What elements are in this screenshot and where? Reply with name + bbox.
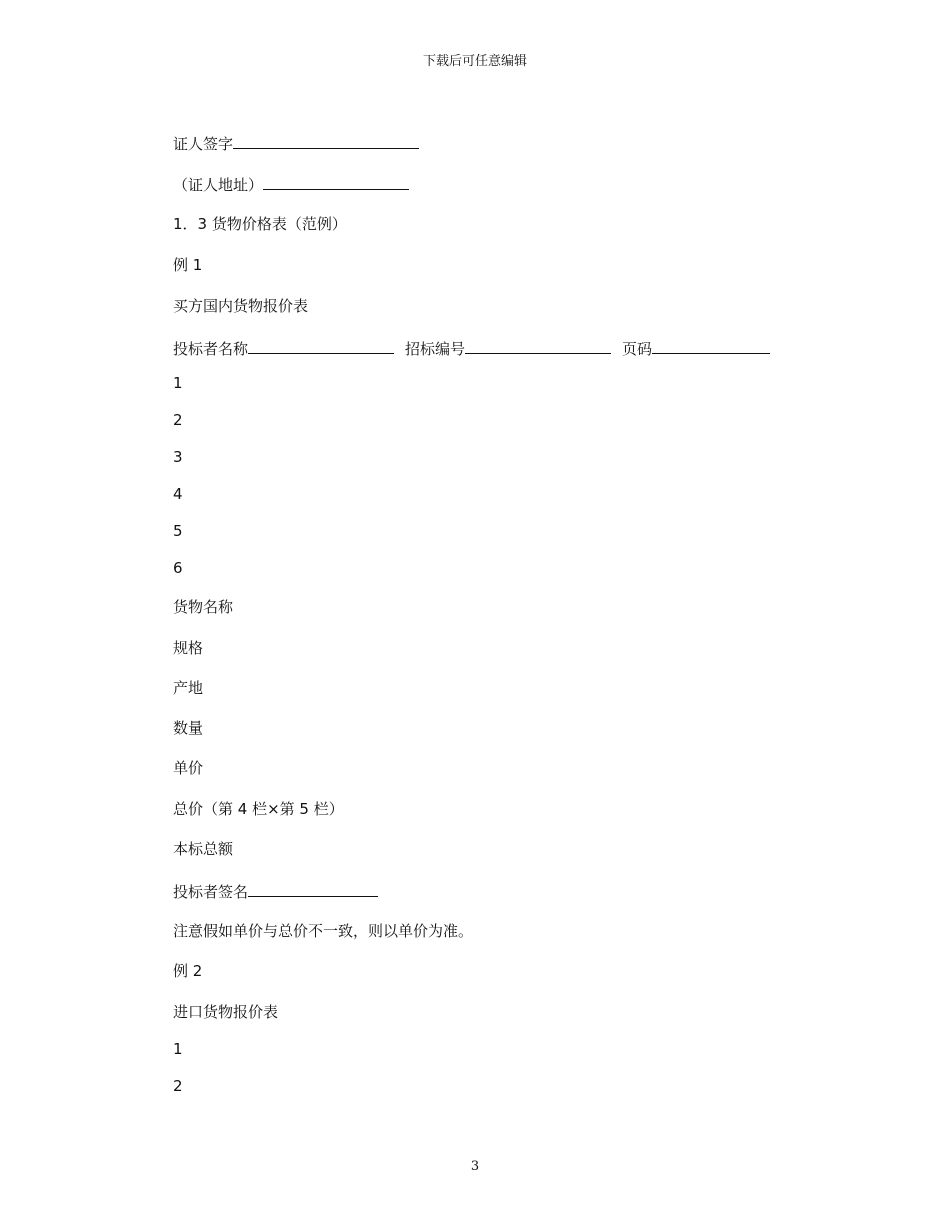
column-heading: 单价 bbox=[173, 759, 204, 777]
example1-label: 例 1 bbox=[173, 256, 203, 274]
bid-number-label: 招标编号 bbox=[405, 340, 466, 358]
witness-signature-label: 证人签字 bbox=[173, 135, 234, 153]
number-item: 4 bbox=[173, 485, 183, 503]
column-heading: 产地 bbox=[173, 679, 204, 697]
number-item: 5 bbox=[173, 522, 183, 540]
bidder-signature-line bbox=[173, 880, 378, 902]
number-item: 3 bbox=[173, 448, 183, 466]
number-item: 2 bbox=[173, 1077, 183, 1095]
column-heading: 本标总额 bbox=[173, 840, 234, 858]
price-note: 注意假如单价与总价不一致，则以单价为准。 bbox=[173, 922, 474, 940]
column-heading: 规格 bbox=[173, 639, 204, 657]
number-item: 1 bbox=[173, 1040, 183, 1058]
number-item: 1 bbox=[173, 374, 183, 392]
bidder-signature-blank bbox=[248, 880, 378, 897]
page-code-label: 页码 bbox=[622, 340, 653, 358]
bidder-info-line bbox=[173, 337, 770, 359]
bidder-name-blank bbox=[248, 337, 394, 354]
example1-title: 买方国内货物报价表 bbox=[173, 297, 309, 315]
witness-signature-blank bbox=[233, 132, 419, 149]
column-heading: 货物名称 bbox=[173, 598, 234, 616]
number-item: 6 bbox=[173, 559, 183, 577]
page-code-blank bbox=[652, 337, 770, 354]
witness-address-blank bbox=[263, 173, 409, 190]
example2-label: 例 2 bbox=[173, 962, 203, 980]
column-heading: 数量 bbox=[173, 719, 204, 737]
witness-address-line bbox=[173, 173, 409, 195]
bidder-name-label: 投标者名称 bbox=[173, 340, 249, 358]
bid-number-blank bbox=[465, 337, 611, 354]
example2-title: 进口货物报价表 bbox=[173, 1003, 279, 1021]
column-heading: 总价（第 4 栏×第 5 栏） bbox=[173, 800, 344, 818]
page-header: 下载后可任意编辑 bbox=[422, 54, 527, 69]
section-heading: 1．3 货物价格表（范例） bbox=[173, 215, 347, 233]
witness-address-label: （证人地址） bbox=[173, 176, 264, 194]
number-item: 2 bbox=[173, 411, 183, 429]
bidder-signature-label: 投标者签名 bbox=[173, 883, 249, 901]
page-number: 3 bbox=[470, 1159, 480, 1174]
witness-signature-line bbox=[173, 132, 419, 154]
